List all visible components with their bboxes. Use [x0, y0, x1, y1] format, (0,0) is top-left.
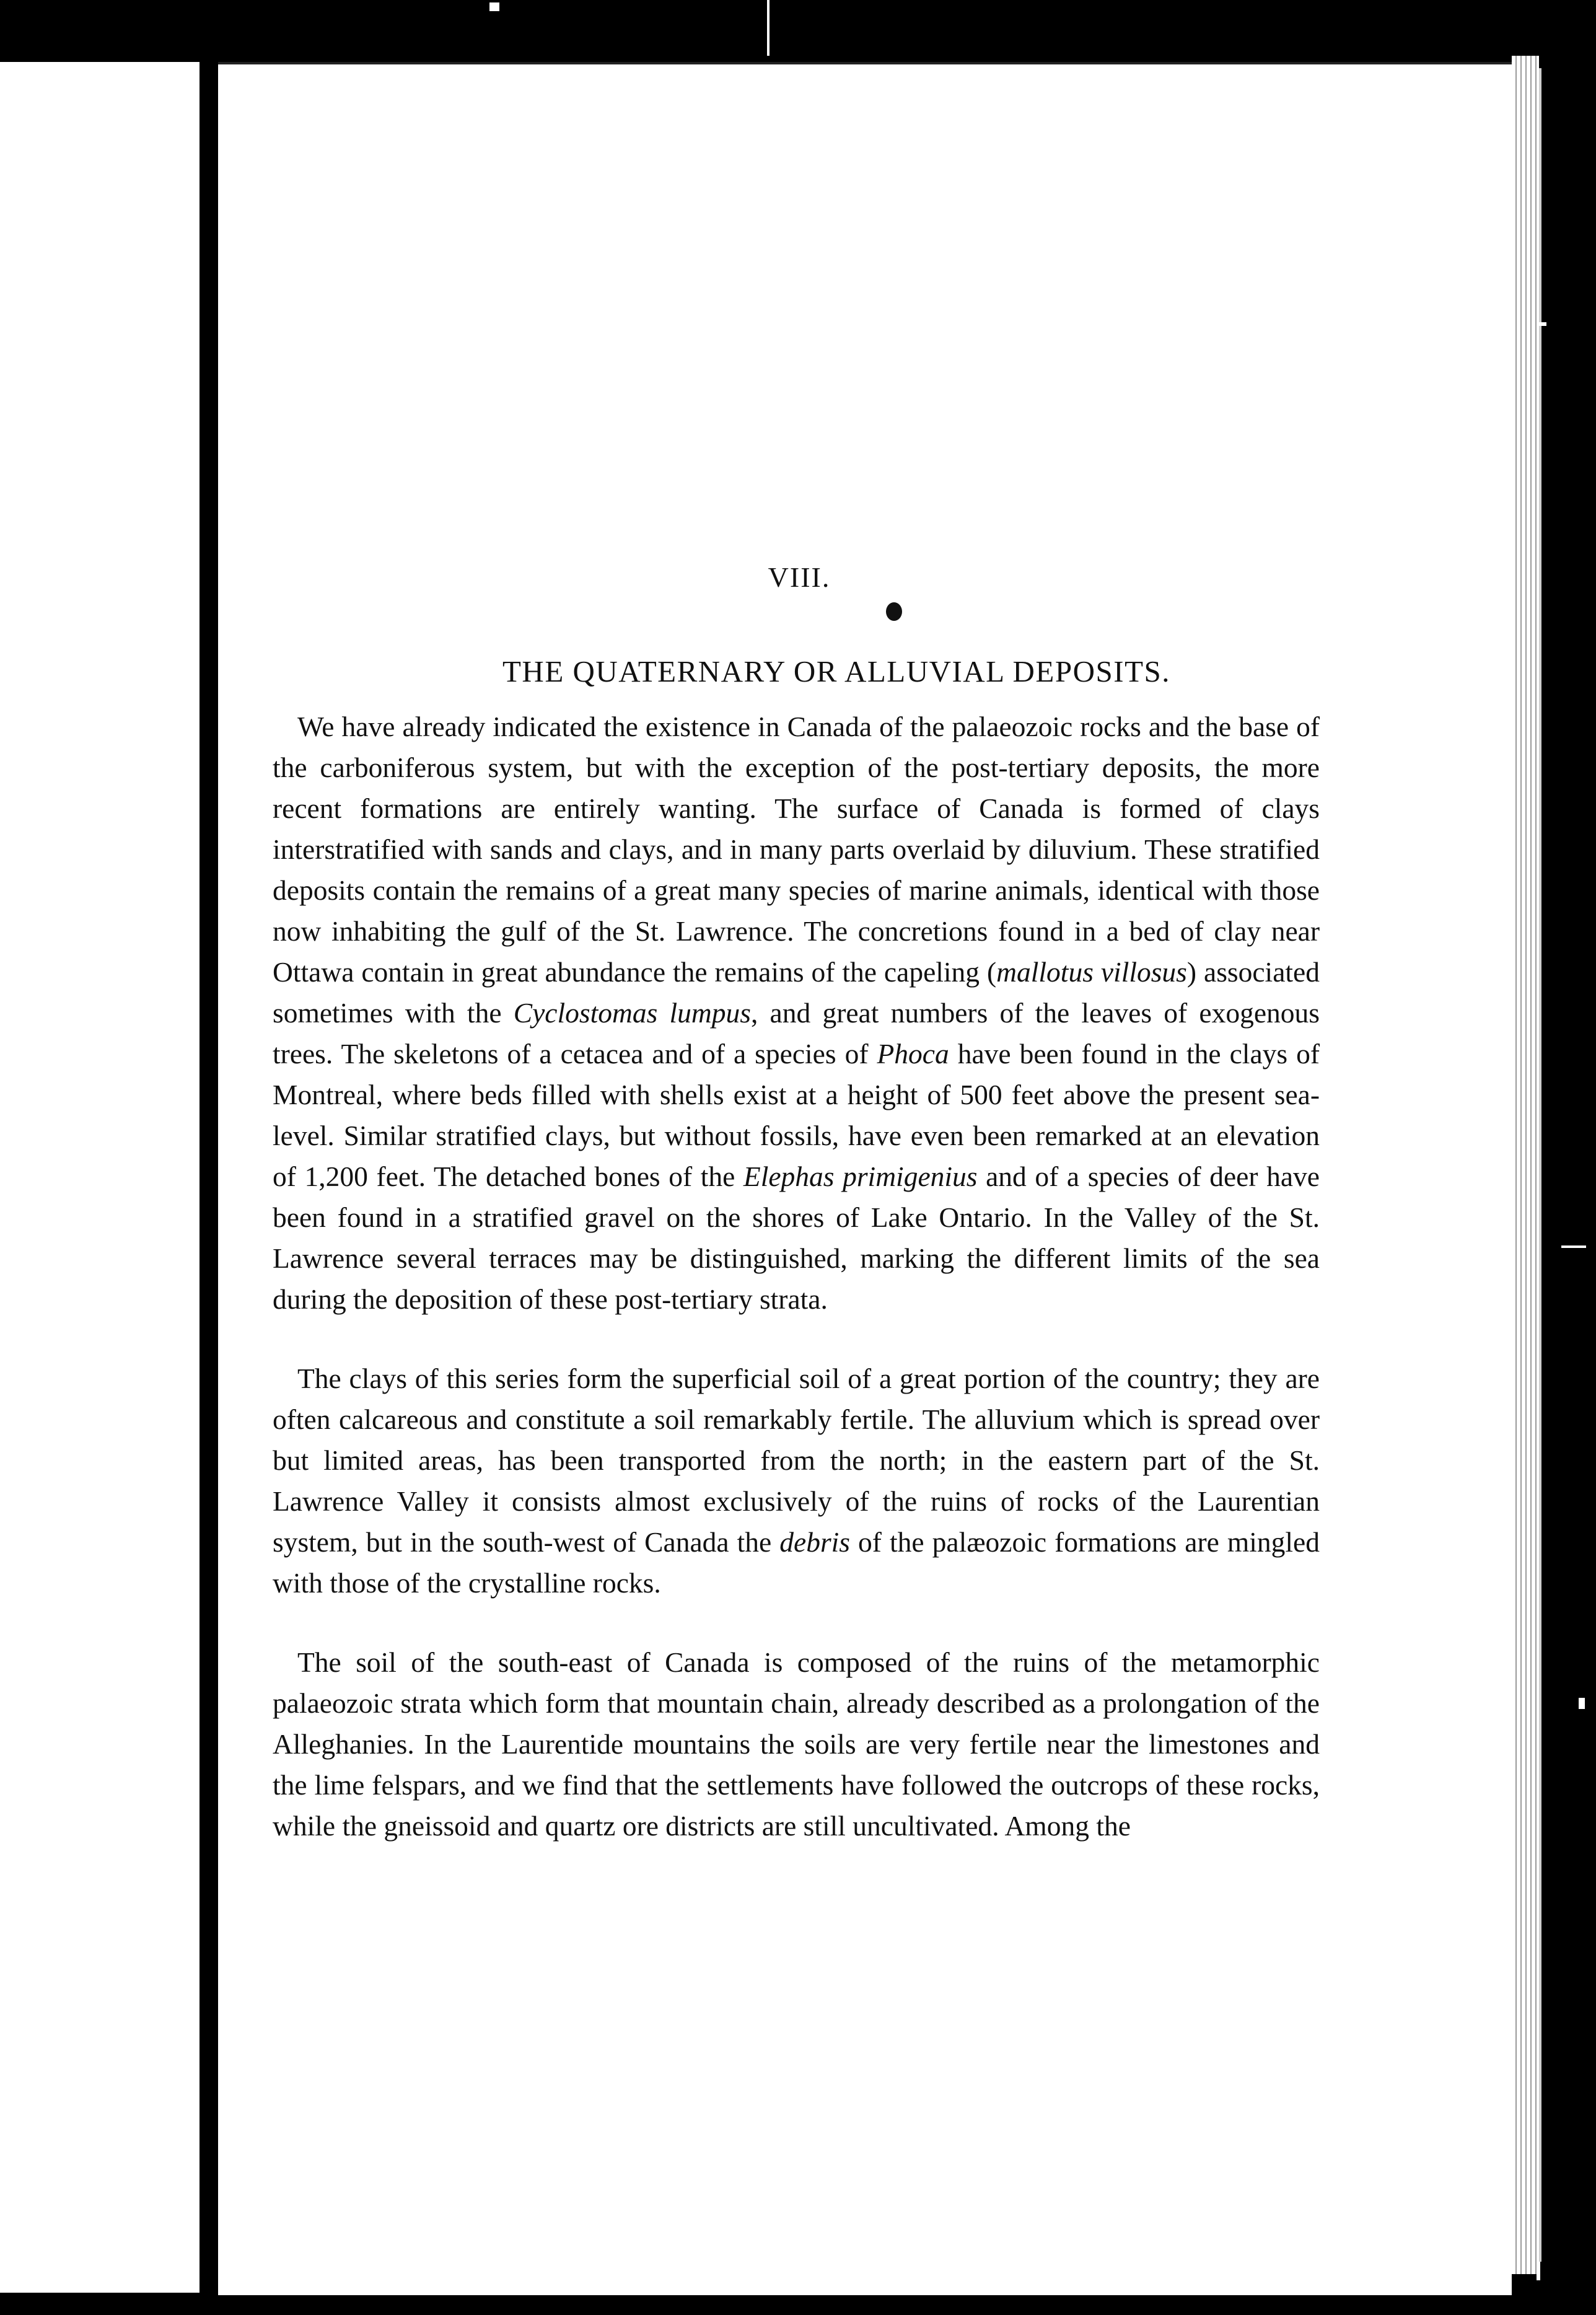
text-run: and of a species of deer have been found in a stratified gravel on the shores of Lake Ontario. In the Valley of the St. Lawrence several terraces may be distinguished, marking the different limits of the sea during the deposition of these post-tertiary strata. — [273, 1161, 1320, 1315]
facing-page-edge — [0, 62, 200, 2293]
italic-term: debris — [779, 1526, 851, 1558]
scan-speck — [1579, 1698, 1585, 1709]
scan-speck — [489, 2, 499, 11]
paragraph-2 — [273, 1358, 1320, 1604]
species-name-italic: Phoca — [877, 1038, 949, 1070]
species-name-italic: Elephas primigenius — [743, 1161, 978, 1192]
text-run: have been found in the clays of Montreal, where beds filled with shells exist at a height of 500 feet above the present sea-level. Similar stratified clays, but without fossils, have even been remarked at an elevation of 1,200 feet. The detached bones of the — [273, 1038, 1320, 1192]
text-run: of the palæozoic formations are mingled with those of the crystalline rocks. — [273, 1526, 1320, 1599]
scan-speck — [767, 0, 770, 56]
text-run: We have already indicated the existence in Canada of the palaeozoic rocks and the base of the carboniferous system, but with the exception of the post-tertiary deposits, the more recent formations are entirely wanting. The surface of Canada is formed of clays interstratified with sands and clays, and in many parts overlaid by diluvium. These stratified deposits contain the remains of a great many species of marine animals, identical with those now inhabiting the gulf of the St. Lawrence. The concretions found in a bed of clay near Ottawa contain in great abundance the remains of the capeling ( — [273, 711, 1320, 988]
scan-speck — [1561, 1245, 1586, 1248]
text-run: ) associated sometimes with the — [273, 956, 1320, 1029]
ornament-dot — [886, 602, 902, 621]
species-name-italic: mallotus villosus — [996, 956, 1187, 988]
page-stack-edge — [1512, 56, 1539, 2274]
paragraph-3 — [273, 1642, 1320, 1847]
text-run: , and great numbers of the leaves of exogenous trees. The skeletons of a cetacea and of a species of — [273, 997, 1320, 1070]
body-text — [273, 706, 1320, 1847]
text-run: The soil of the south-east of Canada is composed of the ruins of the metamorphic palaeozoic strata which form that mountain chain, already described as a prolongation of the Alleghanies. In the Laurentide mountains the soils are very fertile near the limestones and the lime felspars, and we find that the settlements have followed the outcrops of these rocks, while the gneissoid and quartz ore districts are still uncultivated. Among the — [273, 1646, 1320, 1842]
scan-speck — [1537, 322, 1546, 326]
text-run: The clays of this series form the superficial soil of a great portion of the country; they are often calcareous and constitute a soil remarkably fertile. The alluvium which is spread over but limited areas, has been transported from the north; in the eastern part of the St. Lawrence Valley it consists almost exclusively of the ruins of rocks of the Laurentian system, but in the south-west of Canada the — [273, 1363, 1320, 1558]
chapter-title: THE QUATERNARY OR ALLUVIAL DEPOSITS. — [502, 654, 1170, 688]
page-stack-border — [1539, 68, 1541, 2262]
chapter-number: VIII. — [768, 561, 831, 593]
scan-speck — [1537, 2262, 1540, 2280]
species-name-italic: Cyclostomas lumpus — [513, 997, 751, 1029]
paragraph-1 — [273, 706, 1320, 1320]
